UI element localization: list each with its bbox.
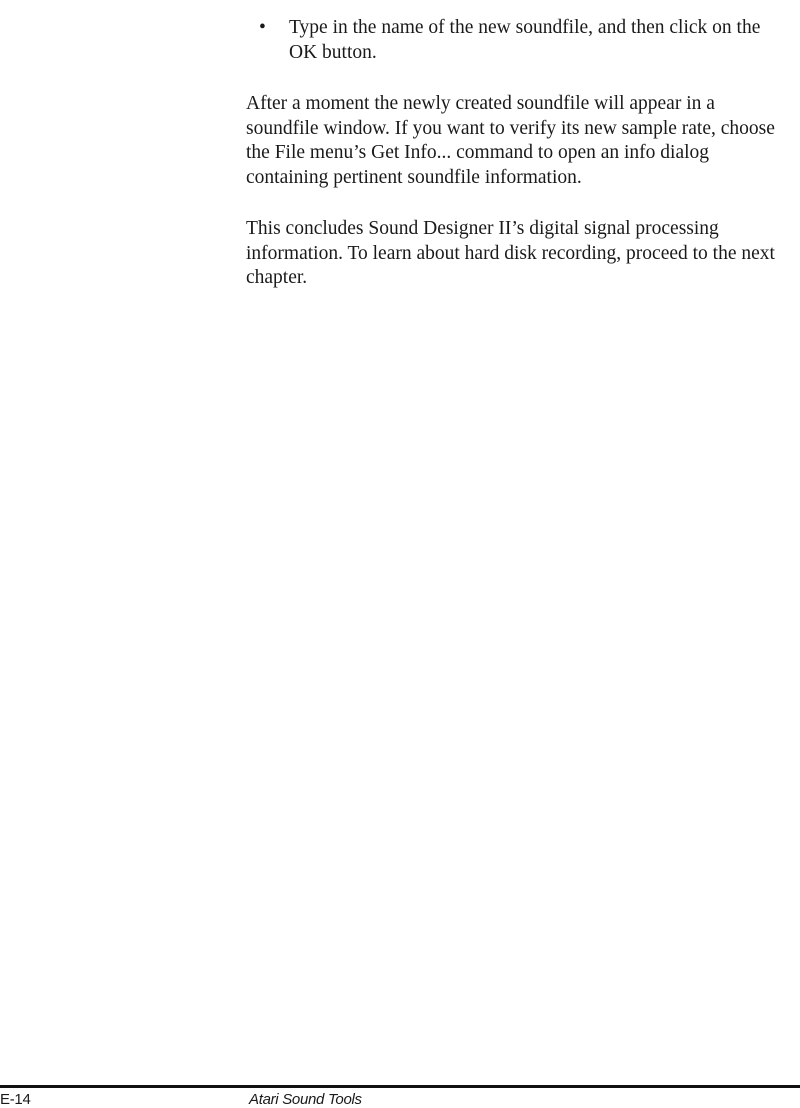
bullet-icon: • [259, 17, 266, 38]
page-number: E-14 [0, 1091, 31, 1108]
paragraph-verify-sample-rate: After a moment the newly created soundfile will appear in a soundfile window. If you want to verify its new sample rate, choose the File menu’s Get Info... command to open an info dialog containing pertinent soundfile information. [246, 93, 775, 188]
bullet-item [246, 16, 791, 65]
footer-divider [0, 1085, 800, 1088]
body-text [246, 16, 791, 291]
bullet-text: Type in the name of the new soundfile, and then click on the OK button. [289, 17, 761, 63]
footer-title: Atari Sound Tools [249, 1091, 362, 1108]
paragraph-conclusion: This concludes Sound Designer II’s digital signal processing information. To learn about hard disk recording, proceed to the next chapter. [246, 218, 775, 288]
